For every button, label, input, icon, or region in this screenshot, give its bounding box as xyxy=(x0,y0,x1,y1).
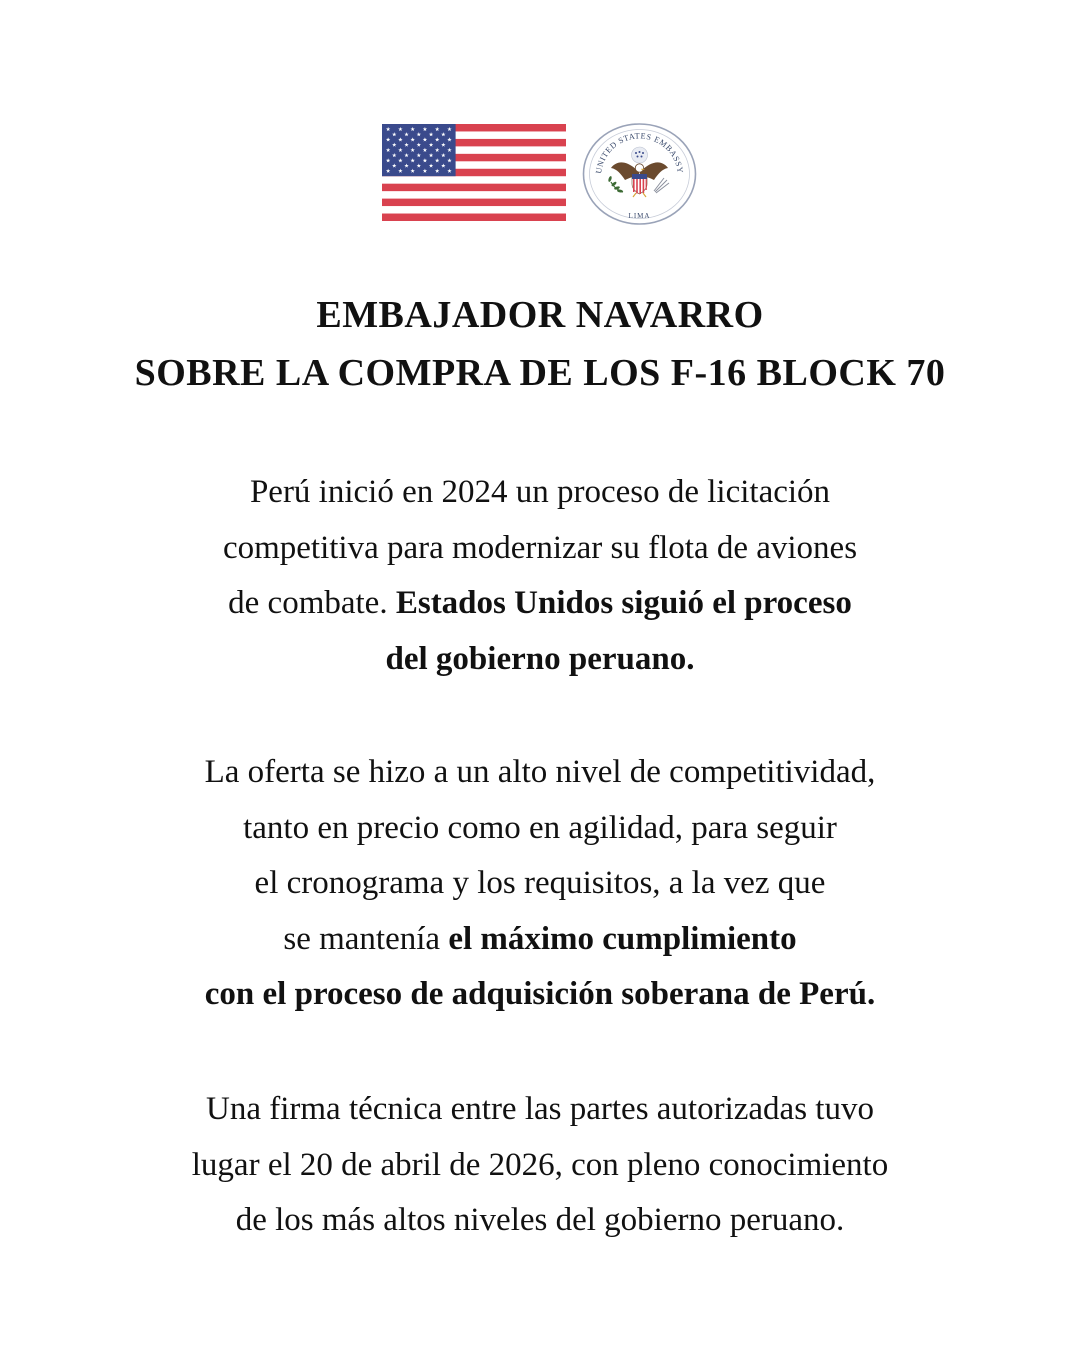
title-line-2: SOBRE LA COMPRA DE LOS F-16 BLOCK 70 xyxy=(134,352,946,394)
paragraph-3 xyxy=(0,1082,1080,1249)
seal-top-text: UNITED STATES EMBASSY xyxy=(594,131,685,175)
paragraph-2-line-2: tanto en precio como en agilidad, para seguir xyxy=(243,809,837,846)
us-flag-icon xyxy=(382,124,566,221)
paragraph-2 xyxy=(0,745,1080,1023)
paragraph-1-line-1: Perú inició en 2024 un proceso de licitación xyxy=(249,474,831,510)
paragraph-2-line-1: La oferta se hizo a un alto nivel de competitividad, xyxy=(204,754,876,790)
paragraph-1-line-2: competitiva para modernizar su flota de aviones xyxy=(222,529,858,566)
page-title xyxy=(0,286,1080,402)
title-line-1: EMBAJADOR NAVARRO xyxy=(316,294,764,336)
paragraph-3-line-1: Una firma técnica entre las partes autorizadas tuvo xyxy=(206,1091,874,1127)
paragraph-3-line-3: de los más altos niveles del gobierno peruano. xyxy=(235,1202,845,1238)
paragraph-1-line-4: del gobierno peruano. xyxy=(385,640,695,677)
paragraph-1-line-3-plain: de combate. xyxy=(228,585,396,621)
paragraph-1-line-3 xyxy=(0,576,1080,632)
header-logos xyxy=(0,122,1080,226)
paragraph-1 xyxy=(0,465,1080,687)
seal-bottom-text: LIMA xyxy=(628,212,651,220)
paragraph-2-line-4-bold: el máximo cumplimiento xyxy=(448,920,797,957)
embassy-seal-icon xyxy=(581,122,698,226)
paragraph-3-line-2: lugar el 20 de abril de 2026, con pleno conocimiento xyxy=(191,1146,889,1183)
paragraph-2-line-5: con el proceso de adquisición soberana de Perú. xyxy=(204,976,876,1012)
paragraph-2-line-4-plain: se mantenía xyxy=(283,920,449,957)
paragraph-2-line-4 xyxy=(0,912,1080,968)
paragraph-1-line-3-bold: Estados Unidos siguió el proceso xyxy=(395,585,852,621)
paragraph-2-line-3: el cronograma y los requisitos, a la vez que xyxy=(254,865,826,901)
